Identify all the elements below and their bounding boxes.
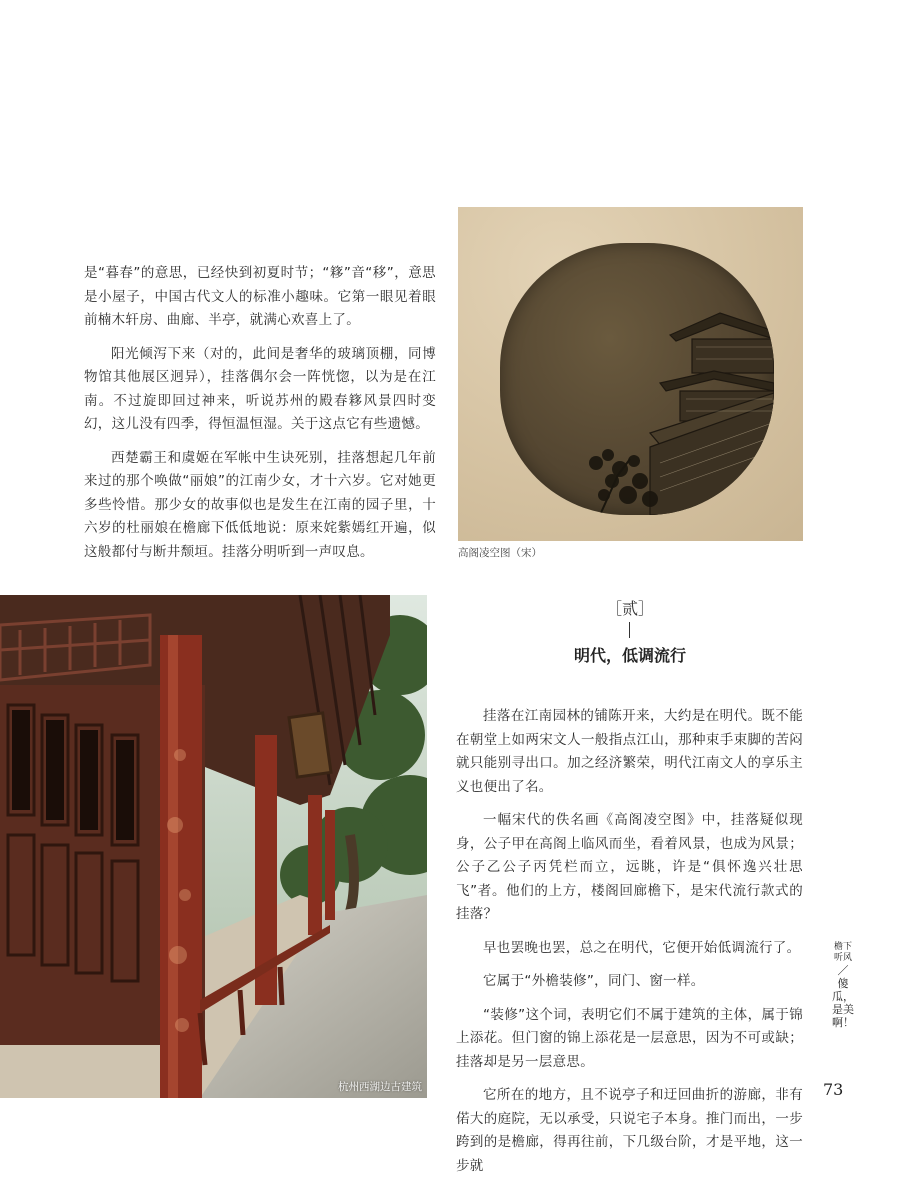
paragraph: 一幅宋代的佚名画《高阁凌空图》中，挂落疑似现身，公子甲在高阁上临风而坐，看着风景，也成为风景；公子乙公子丙凭栏而立，远眺，许是“俱怀逸兴壮思飞”者。他们的上方，楼阁回廊檐下，是宋代流行款式的挂落？ (456, 812, 803, 922)
paragraph: 阳光倾泻下来（对的，此间是奢华的玻璃顶棚，同博物馆其他展区迥异），挂落偶尔会一阵恍惚，以为是在江南。不过旋即回过神来，听说苏州的殿春簃风景四时变幻，这儿没有四季，得恒温恒湿。关于这点它有些遗憾。 (84, 345, 436, 432)
corridor-photo (0, 595, 427, 1098)
paragraph: 挂落在江南园林的铺陈开来，大约是在明代。既不能在朝堂上如两宋文人一般指点江山，那种束手束脚的苦闷就只能别寻出口。加之经济繁荣，明代江南文人的享乐主义也便出了名。 (456, 708, 803, 795)
photo-caption: 杭州西湖边古建筑 (338, 1081, 422, 1093)
paragraph: 它属于“外檐装修”，同门、窗一样。 (483, 973, 705, 989)
pavilion-illustration (500, 243, 774, 515)
round-fan-painting (500, 243, 774, 515)
section-number: ［贰］ (605, 599, 654, 618)
ancient-building-illustration (0, 595, 427, 1098)
label-separator: ／ (837, 964, 849, 977)
paragraph: “装修”这个词，表明它们不属于建筑的主体，属于锦上添花。但门窗的锦上添花是一层意思，因为不可或缺；挂落却是另一层意思。 (456, 1006, 803, 1070)
section-divider (629, 622, 630, 638)
paragraph: 它所在的地方，且不说亭子和迂回曲折的游廊，非有偌大的庭院，无以承受，只说宅子本身。推门而出，一步跨到的是檐廊，得再往前，下几级台阶，才是平地，这一步就 (456, 1087, 803, 1174)
paragraph: 早也罢晚也罢，总之在明代，它便开始低调流行了。 (483, 939, 801, 956)
right-column-text (456, 705, 803, 1188)
paragraph: 是“暮春”的意思，已经快到初夏时节；“簃”音“移”，意思是小屋子，中国古代文人的标准小趣味。它第一眼见着眼前楠木轩房、曲廊、半亭，就满心欢喜上了。 (84, 265, 436, 328)
article-title: 傻瓜，是美啊！ (832, 977, 854, 1029)
section-title: 明代，低调流行 (573, 646, 686, 665)
column-name: 檐下听风 (833, 942, 852, 963)
painting-caption: 高阁凌空图（宋） (458, 547, 542, 559)
paragraph: 西楚霸王和虞姬在军帐中生诀死别，挂落想起几年前来过的那个唤做“丽娘”的江南少女，才十六岁。它对她更多些怜惜。那少女的故事似也是发生在江南的园子里，十六岁的杜丽娘在檐廊下低低地说：原来姹紫嫣红开遍，似这般都付与断井颓垣。挂落分明听到一声叹息。 (84, 449, 436, 560)
column-label (832, 942, 854, 1029)
page-number: 73 (823, 1080, 844, 1099)
left-column-text (84, 262, 436, 574)
painting-image (458, 207, 803, 541)
